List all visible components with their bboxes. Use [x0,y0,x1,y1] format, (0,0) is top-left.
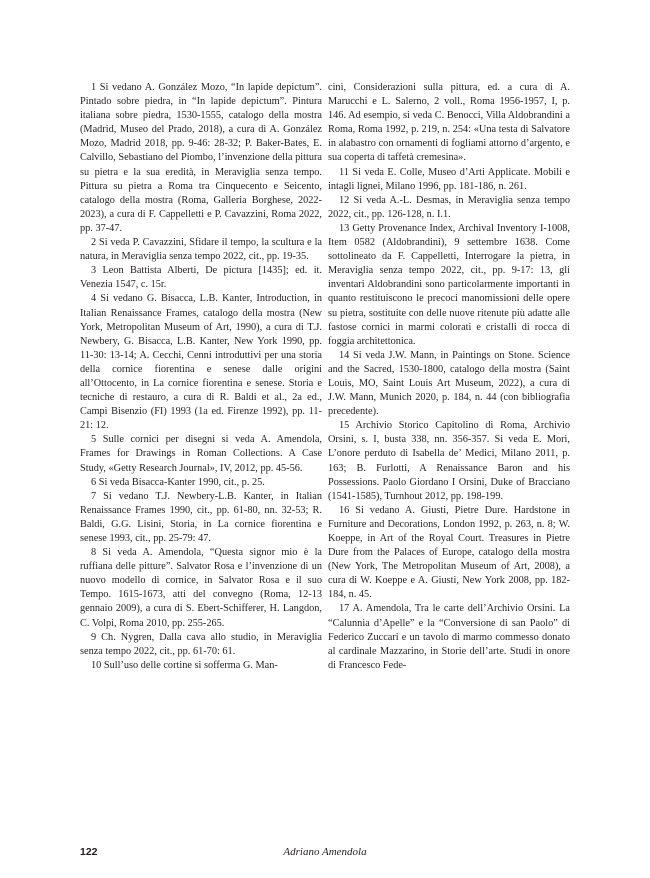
footnote-6: 6 Si veda Bisacca-Kanter 1990, cit., p. 25. [91,476,265,488]
page-footer [80,846,570,862]
footnote-10-continued: cini, Considerazioni sulla pittura, ed. a cura di A. Marucchi e L. Salerno, 2 voll., Roma 1956-1957, I, p. 146. Ad esempio, si veda C. Benocci, Villa Aldobrandini a Roma, Roma 1992, p. 219, n. 254: «Una testa di Salvatore in alabastro con ornamenti di fogliami attorno d’argento, e sua coperta di taffetà cremesina». [328,82,570,164]
footnote-5: 5 Sulle cornici per disegni si veda A. Amendola, Frames for Drawings in Roman Collections. A Case Study, «Getty Research Journal», IV, 2012, pp. 45-56. [80,434,322,474]
footnotes-left-column [80,81,322,673]
footnote-7: 7 Si vedano T.J. Newbery-L.B. Kanter, in Italian Renaissance Frames 1990, cit., pp. 61-80, nn. 32-53; R. Baldi, G.G. Lisini, Storia, in La cornice fiorentina e senese 1993, cit., pp. 25-79: 47. [80,490,322,544]
footnote-9: 9 Ch. Nygren, Dalla cava allo studio, in Meraviglia senza tempo 2022, cit., pp. 61-70: 61. [80,631,322,657]
footnotes-right-column [328,81,570,673]
footnote-4: 4 Si vedano G. Bisacca, L.B. Kanter, Introduction, in Italian Renaissance Frames, catalogo della mostra (New York, Metropolitan Museum of Art, 1990), a cura di T.J. Newbery, G. Bisacca, L.B. Kanter, New York 1990, pp. 11-30: 13-14; A. Cecchi, Cenni introduttivi per una storia della cornice fiorentina e senese dalle origini all’Ottocento, in La cornice fiorentina e senese. Storia e tecniche di restauro, a cura di R. Baldi et al., 2a ed., Campi Bisenzio (FI) 1993 (1a ed. Firenze 1992), pp. 11-21: 12. [80,293,322,432]
footnote-10: 10 Sull’uso delle cortine si sofferma G. Man- [91,659,278,671]
footnote-1: 1 Si vedano A. González Mozo, “In lapide depictum”. Pintado sobre piedra, in “In lapide depictum”. Pintura italiana sobre piedra, 1530-1555, catalogo della mostra (Madrid, Museo del Prado, 2018), a cura di A. González Mozo, Madrid 2018, pp. 9-46: 28-32; P. Baker-Bates, E. Calvillo, Sebastiano del Piombo, l’invenzione della pittura su pietra e la sua eredità, in Meraviglia senza tempo. Pittura su pietra a Roma tra Cinquecento e Seicento, catalogo della mostra (Roma, Galleria Borghese, 2022-2023), a cura di F. Cappelletti e P. Cavazzini, Roma 2022, pp. 37-47. [80,82,322,234]
footnote-13: 13 Getty Provenance Index, Archival Inventory I-1008, Item 0582 (Aldobrandini), 9 settembre 1638. Come sottolineato da F. Cappelletti, Interrogare la pietra, in Meraviglia senza tempo 2022, cit., pp. 9-17: 13, gli inventari Aldobrandini sono particolarmente importanti in quanto restituiscono le precoci manomissioni delle opere su pietra, sostituite con delle nuove ritenute più adatte alle fastose cornici in marmi colorati e cristalli di rocca di foggia architettonica. [328,222,570,347]
footnote-12: 12 Si veda A.-L. Desmas, in Meraviglia senza tempo 2022, cit., pp. 126-128, n. I.1. [328,194,570,220]
running-head-author: Adriano Amendola [283,846,367,858]
footnote-16: 16 Si vedano A. Giusti, Pietre Dure. Hardstone in Furniture and Decorations, London 1992, p. 263, n. 8; W. Koeppe, in Art of the Royal Court. Treasures in Pietre Dure from the Palaces of Europe, catalogo della mostra (New York, The Metropolitan Museum of Art, 2008), a cura di W. Koeppe e A. Giusti, New York 2008, pp. 182-184, n. 45. [328,504,570,601]
footnote-2: 2 Si veda P. Cavazzini, Sfidare il tempo, la scultura e la natura, in Meraviglia senza tempo 2022, cit., pp. 19-35. [80,237,322,263]
footnote-15: 15 Archivio Storico Capitolino di Roma, Archivio Orsini, s. I, busta 338, nn. 356-357. Si veda E. Mori, L’onore perduto di Isabella de’ Medici, Milano 2011, p. 163; B. Furlotti, A Renaissance Baron and his Possessions. Paolo Giordano I Orsini, Duke of Bracciano (1541-1585), Turnhout 2012, pp. 198-199. [328,420,570,502]
footnote-14: 14 Si veda J.W. Mann, in Paintings on Stone. Science and the Sacred, 1530-1800, catalogo della mostra (Saint Louis, MO, Saint Louis Art Museum, 2022), a cura di J.W. Mann, Munich 2020, p. 184, n. 44 (con bibliografia precedente). [328,349,570,418]
footnote-11: 11 Si veda E. Colle, Museo d’Arti Applicate. Mobili e intagli lignei, Milano 1996, pp. 181-186, n. 261. [328,166,570,192]
footnote-8: 8 Si veda A. Amendola, “Questa signor mio è la ruffiana delle pitture”. Salvator Rosa e l’invenzione di un nuovo modello di cornice, in Salvator Rosa e il suo Tempo. 1615-1673, atti del convegno (Roma, 12-13 gennaio 2009), a cura di S. Ebert-Schifferer, H. Langdon, C. Volpi, Roma 2010, pp. 255-265. [80,547,322,629]
footnote-3: 3 Leon Battista Alberti, De pictura [1435]; ed. it. Venezia 1547, c. 15r. [80,265,322,291]
page-number: 122 [80,846,98,858]
footnote-17: 17 A. Amendola, Tra le carte dell’Archivio Orsini. La “Calunnia d’Apelle” e la “Conversione di san Paolo” di Federico Zuccari e un tavolo di marmo commesso donato al cardinale Mazzarino, in Storie dell’arte. Studi in onore di Francesco Fede- [328,603,570,671]
